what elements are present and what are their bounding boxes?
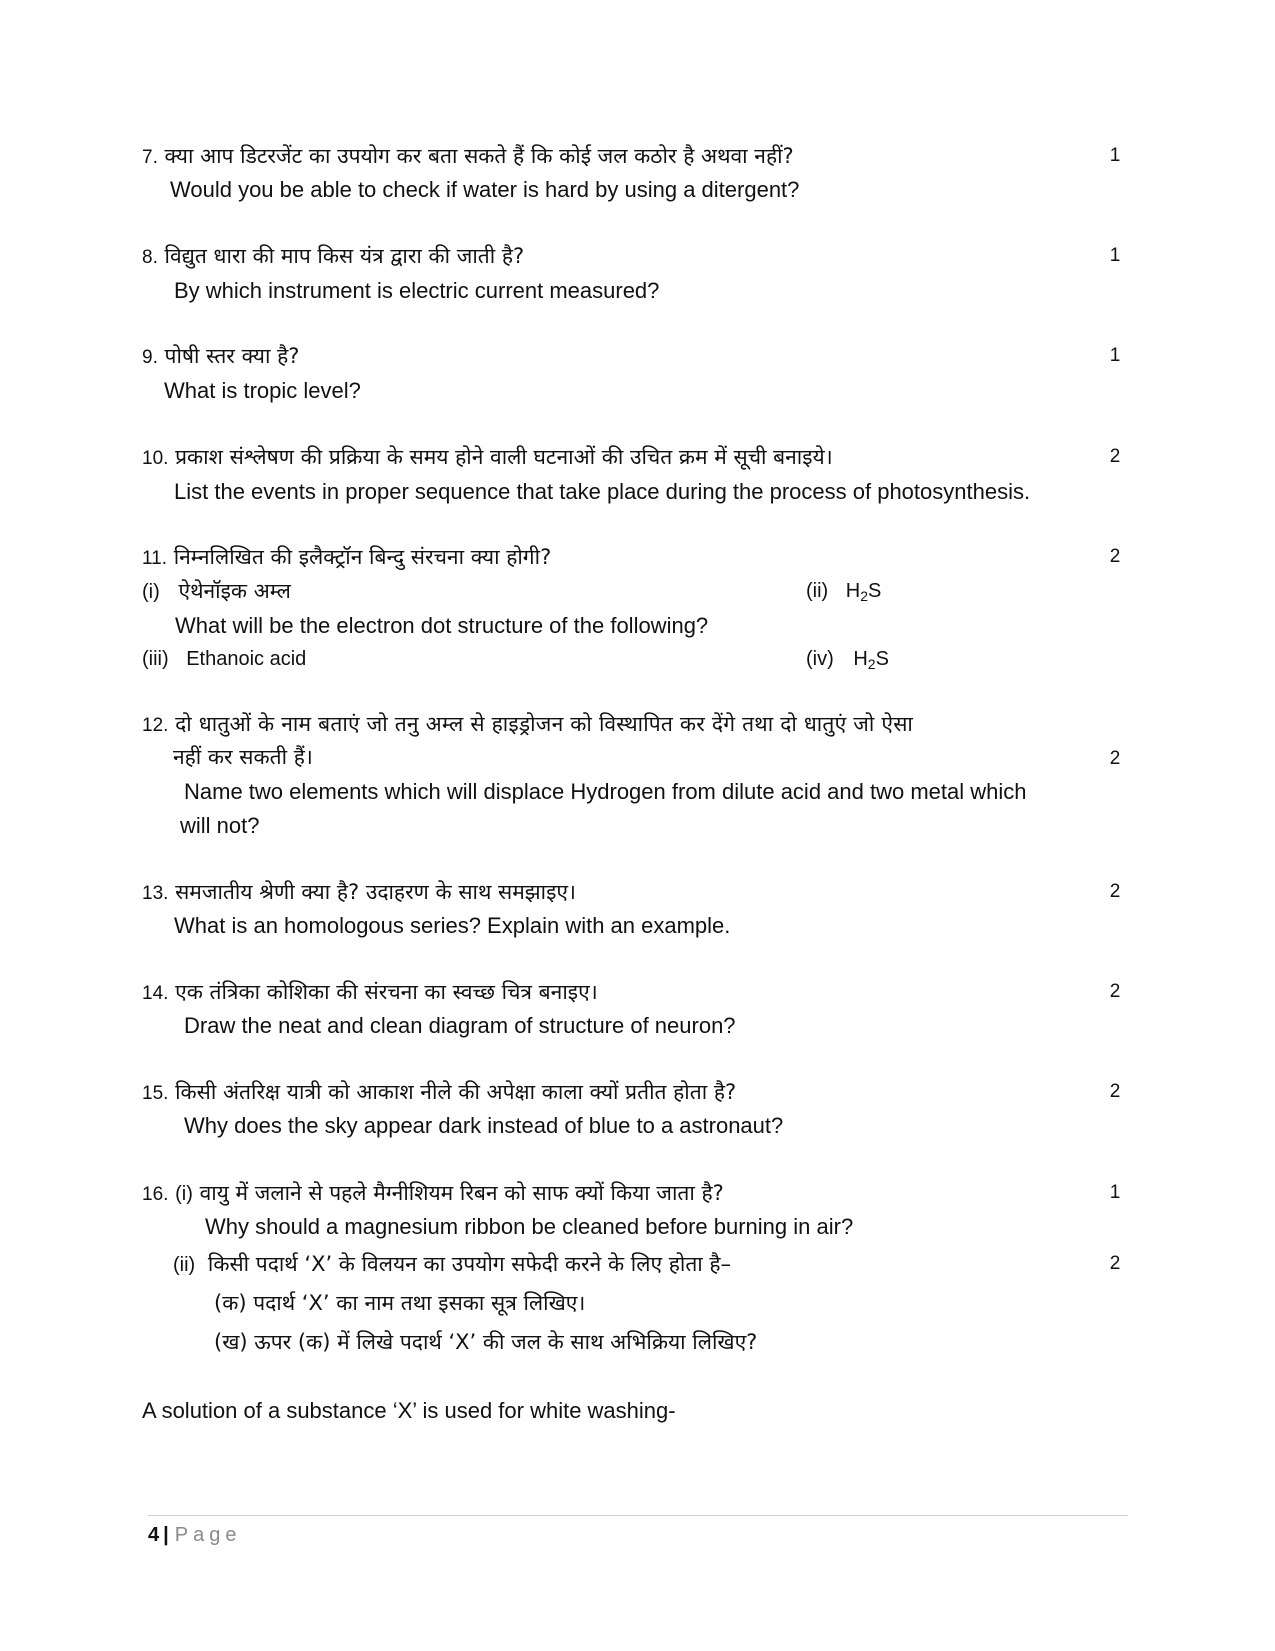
page-label: Page — [174, 1524, 242, 1546]
q10-marks: 2 — [1109, 446, 1121, 467]
q10-hindi-line — [142, 442, 833, 474]
q14-number: 14. — [142, 983, 169, 1004]
q16-sub-ka: (क) पदार्थ ‘X’ का नाम तथा इसका सूत्र लिखिए। — [214, 1291, 586, 1315]
page-number: 4 — [148, 1524, 160, 1546]
q7-marks: 1 — [1109, 145, 1121, 166]
q13-number: 13. — [142, 883, 169, 904]
q11-hindi-line — [142, 542, 551, 574]
q7-hindi: क्या आप डिटरजेंट का उपयोग कर बता सकते हैं कि कोई जल कठोर है अथवा नहीं? — [164, 144, 794, 168]
q11-option-iv-sub: 2 — [867, 656, 876, 672]
q8-english: By which instrument is electric current measured? — [174, 278, 660, 303]
q11-option-iv-label: (iv) — [806, 648, 834, 670]
q13-marks: 2 — [1109, 881, 1121, 902]
q11-option-i — [142, 576, 291, 607]
q11-option-iv-h: H — [853, 648, 868, 670]
q16-part-i-label: (i) — [175, 1183, 193, 1205]
q12-hindi-2: नहीं कर सकती हैं। — [173, 745, 313, 769]
q7-number: 7. — [142, 147, 158, 168]
q9-number: 9. — [142, 347, 158, 368]
q15-hindi: किसी अंतरिक्ष यात्री को आकाश नीले की अपेक्षा काला क्यों प्रतीत होता है? — [175, 1080, 737, 1104]
q15-hindi-line — [142, 1077, 736, 1109]
q11-option-iii-text: Ethanoic acid — [186, 648, 307, 670]
q16-part-ii-label: (ii) — [173, 1254, 196, 1276]
q14-marks: 2 — [1109, 981, 1121, 1002]
footer-divider — [148, 1515, 1128, 1516]
q11-option-iv — [806, 644, 889, 674]
q16-part-i-marks: 1 — [1109, 1182, 1121, 1203]
q10-english: List the events in proper sequence that take place during the process of photosynthesis. — [174, 479, 1031, 504]
q12-number: 12. — [142, 715, 169, 736]
q15-number: 15. — [142, 1083, 169, 1104]
q11-option-iv-s: S — [875, 648, 889, 670]
q9-hindi-line — [142, 341, 299, 373]
q15-marks: 2 — [1109, 1081, 1121, 1102]
q10-hindi: प्रकाश संश्लेषण की प्रक्रिया के समय होने वाली घटनाओं की उचित क्रम में सूची बनाइये। — [175, 445, 833, 469]
q7-hindi-line — [142, 141, 794, 173]
q12-marks: 2 — [1109, 748, 1121, 769]
q16-part-i-english: Why should a magnesium ribbon be cleaned before burning in air? — [205, 1214, 854, 1239]
q9-hindi: पोषी स्तर क्या है? — [164, 344, 300, 368]
q8-hindi: विद्युत धारा की माप किस यंत्र द्वारा की जाती है? — [164, 244, 525, 268]
q11-option-ii-s: S — [868, 580, 882, 602]
q11-option-ii-sub: 2 — [860, 588, 869, 604]
q11-option-ii-label: (ii) — [806, 580, 829, 602]
q16-part-ii-hindi: किसी पदार्थ ‘X’ के विलयन का उपयोग सफेदी करने के लिए होता है– — [207, 1252, 732, 1276]
q8-marks: 1 — [1109, 245, 1121, 266]
q13-hindi-line — [142, 877, 576, 909]
q11-option-iii-label: (iii) — [142, 648, 169, 670]
q16-part-i-hindi: वायु में जलाने से पहले मैग्नीशियम रिबन को साफ क्यों किया जाता है? — [199, 1181, 724, 1205]
q10-number: 10. — [142, 448, 169, 469]
q12-english-1: Name two elements which will displace Hydrogen from dilute acid and two metal which — [184, 779, 1027, 804]
q11-option-i-label: (i) — [142, 581, 160, 603]
q11-option-ii — [806, 576, 881, 606]
q11-marks: 2 — [1109, 546, 1121, 567]
q8-number: 8. — [142, 247, 158, 268]
q16-number: 16. — [142, 1184, 169, 1205]
q16-part-ii-marks: 2 — [1109, 1253, 1121, 1274]
q14-english: Draw the neat and clean diagram of structure of neuron? — [184, 1013, 736, 1038]
q11-english: What will be the electron dot structure of the following? — [175, 613, 709, 638]
q9-marks: 1 — [1109, 345, 1121, 366]
q14-hindi: एक तंत्रिका कोशिका की संरचना का स्वच्छ चित्र बनाइए। — [175, 980, 598, 1004]
q14-hindi-line — [142, 977, 598, 1009]
q15-english: Why does the sky appear dark instead of blue to a astronaut? — [184, 1113, 784, 1138]
q16-english-tail: A solution of a substance ‘X’ is used for white washing- — [142, 1398, 676, 1423]
q11-number: 11. — [142, 548, 168, 569]
q11-option-iii — [142, 644, 306, 674]
q7-english: Would you be able to check if water is hard by using a ditergent? — [170, 177, 800, 202]
q12-english-2: will not? — [180, 813, 260, 838]
q11-option-i-text: ऐथेनॉइक अम्ल — [178, 579, 291, 603]
q13-hindi: समजातीय श्रेणी क्या है? उदाहरण के साथ समझाइए। — [175, 880, 576, 904]
q12-hindi-1: दो धातुओं के नाम बताएं जो तनु अम्ल से हाइड्रोजन को विस्थापित कर देंगे तथा दो धातुएं जो ऐसा — [175, 712, 914, 736]
page-footer — [148, 1520, 241, 1550]
q13-english: What is an homologous series? Explain with an example. — [174, 913, 731, 938]
q12-hindi-line-1 — [142, 709, 913, 741]
q9-english: What is tropic level? — [164, 378, 361, 403]
q8-hindi-line — [142, 241, 524, 273]
q11-hindi: निम्नलिखित की इलैक्ट्रॉन बिन्दु संरचना क्या होगी? — [173, 545, 552, 569]
q16-part-ii-hindi-line — [173, 1249, 731, 1280]
q16-part-i-hindi-line — [142, 1178, 724, 1210]
footer-separator: | — [163, 1524, 169, 1546]
q11-option-ii-h: H — [845, 580, 861, 602]
q16-sub-kha: (ख) ऊपर (क) में लिखे पदार्थ ‘X’ की जल के साथ अभिक्रिया लिखिए? — [214, 1330, 758, 1354]
